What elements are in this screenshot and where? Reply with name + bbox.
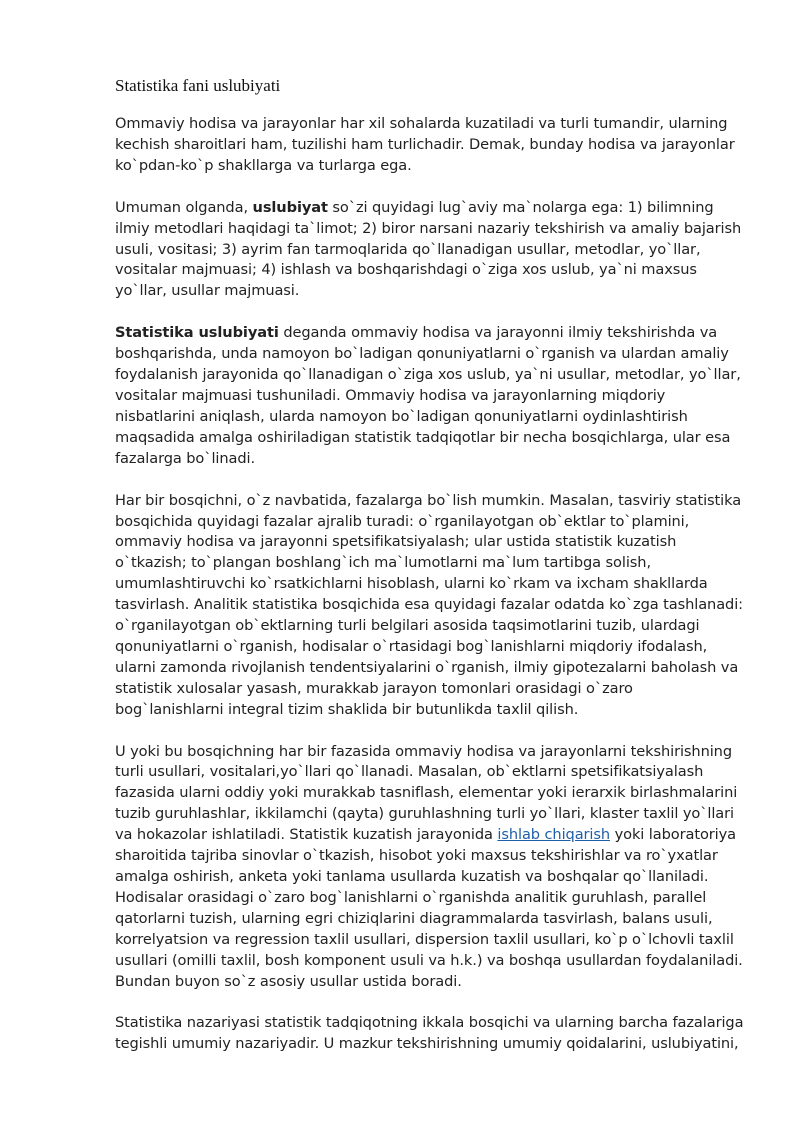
paragraph-5 [115,742,745,993]
paragraph-4: Har bir bosqichni, o`z navbatida, fazalarga bo`lish mumkin. Masalan, tasviriy statistika bosqichida quyidagi fazalar ajralib turadi: o`rganilayotgan ob`ektlar to`plamini, ommaviy hodisa va jarayonni spetsifikatsiyalash; ular ustida statistik kuzatish o`tkazish; to`plangan boshlang`ich ma`lumotlarni ma`lum tartibga solish, umumlashtiruvchi ko`rsatkichlarni hisoblash, ularni ko`rkam va ixcham shakllarda tasvirlash. Analitik statistika bosqichida esa quyidagi fazalar odatda ko`zga tashlanadi: o`rganilayotgan ob`ektlarning turli belgilari asosida taqsimotlarini tuzib, ulardagi qonuniyatlarni o`rganish, hodisalar o`rtasidagi bog`lanishlarni miqdoriy ifodalash, ularni zamonda rivojlanish tendentsiyalarini o`rganish, ilmiy gipotezalarni baholash va statistik xulosalar yasash, murakkab jarayon tomonlari orasidagi o`zaro bog`lanishlarni integral tizim shaklida bir butunlikda taxlil qilish. [115,491,743,718]
paragraph-5-body: yoki laboratoriya sharoitida tajriba sinovlar o`tkazish, hisobot yoki maxsus tekshirishlar va ro`yxatlar amalga oshirish, anketa yoki tanlama usullarda kuzatish va boshqalar qo`llaniladi. Hodisalar orasidagi o`zaro bog`lanishlarni o`rganishda analitik guruhlash, parallel qatorlarni tuzish, ularning egri chiziqlarini diagrammalarda tasvirlash, balans usuli, korrelyatsion va regression taxlil usullari, dispersion taxlil usullari, ko`p o`lchovli taxlil usullari (omilli taxlil, bosh komponent usuli va h.k.) va boshqa usullardan foydalaniladi. Bundan buyon so`z asosiy usullar ustida boradi. [115,826,743,990]
paragraph-2-intro: Umuman olganda, [115,198,253,216]
paragraph-6: Statistika nazariyasi statistik tadqiqotning ikkala bosqichi va ularning barcha fazalariga tegishli umumiy nazariyadir. U mazkur tekshirishning umumiy qoidalarini, uslubiyatini, [115,1014,744,1053]
term-statistika-uslubiyati: Statistika uslubiyati [115,324,279,342]
document-title: Statistika fani uslubiyati [115,76,281,95]
paragraph-2 [115,198,745,303]
document-page [115,76,745,1076]
ishlab-chiqarish-link[interactable]: ishlab chiqarish [497,826,611,844]
term-uslubiyat: uslubiyat [252,198,328,216]
paragraph-1: Ommaviy hodisa va jarayonlar har xil sohalarda kuzatiladi va turli tumandir, ularning kechish sharoitlari ham, tuzilishi ham turlichadir. Demak, bunday hodisa va jarayonlar ko`pdan-ko`p shakllarga va turlarga ega. [115,115,735,174]
paragraph-3-body: deganda ommaviy hodisa va jarayonni ilmiy tekshirishda va boshqarishda, unda namoyon bo`ladigan qonuniyatlarni o`rganish va ulardan amaliy foydalanish jarayonida qo`llanadigan o`ziga xos uslub, ya`ni usullar, metodlar, yo`llar, vositalar majmuasi tushuniladi. Ommaviy hodisa va jarayonlarning miqdoriy nisbatlarini aniqlash, ularda namoyon bo`ladigan qonuniyatlarni oydinlashtirish maqsadida amalga oshiriladigan statistik tadqiqotlar bir necha bosqichlarga, ular esa fazalarga bo`linadi. [115,324,741,467]
paragraph-5-intro: U yoki bu bosqichning har bir fazasida ommaviy hodisa va jarayonlarni tekshirishning turli usullari, vositalari,yo`llari qo`llanadi. Masalan, ob`ektlarni spetsifikatsiyalash fazasida ularni oddiy yoki murakkab tasniflash, elementar yoki ierarxik birlashmalarini tuzib guruhlashlar, ikkilamchi (qayta) guruhlashning turli yo`llari, klaster taxlil yo`llari va hokazolar ishlatiladi. Statistik kuzatish jarayonida [115,742,738,844]
paragraph-2-body: so`zi quyidagi lug`aviy ma`nolarga ega: 1) bilimning ilmiy metodlari haqidagi ta`limot; 2) biror narsani nazariy tekshirish va amaliy bajarish usuli, vositasi; 3) ayrim fan tarmoqlarida qo`llanadigan usullar, metodlar, yo`llar, vositalar majmuasi; 4) ishlash va boshqarishdagi o`ziga xos uslub, ya`ni maxsus yo`llar, usullar majmuasi. [115,198,742,300]
paragraph-3 [115,323,745,469]
